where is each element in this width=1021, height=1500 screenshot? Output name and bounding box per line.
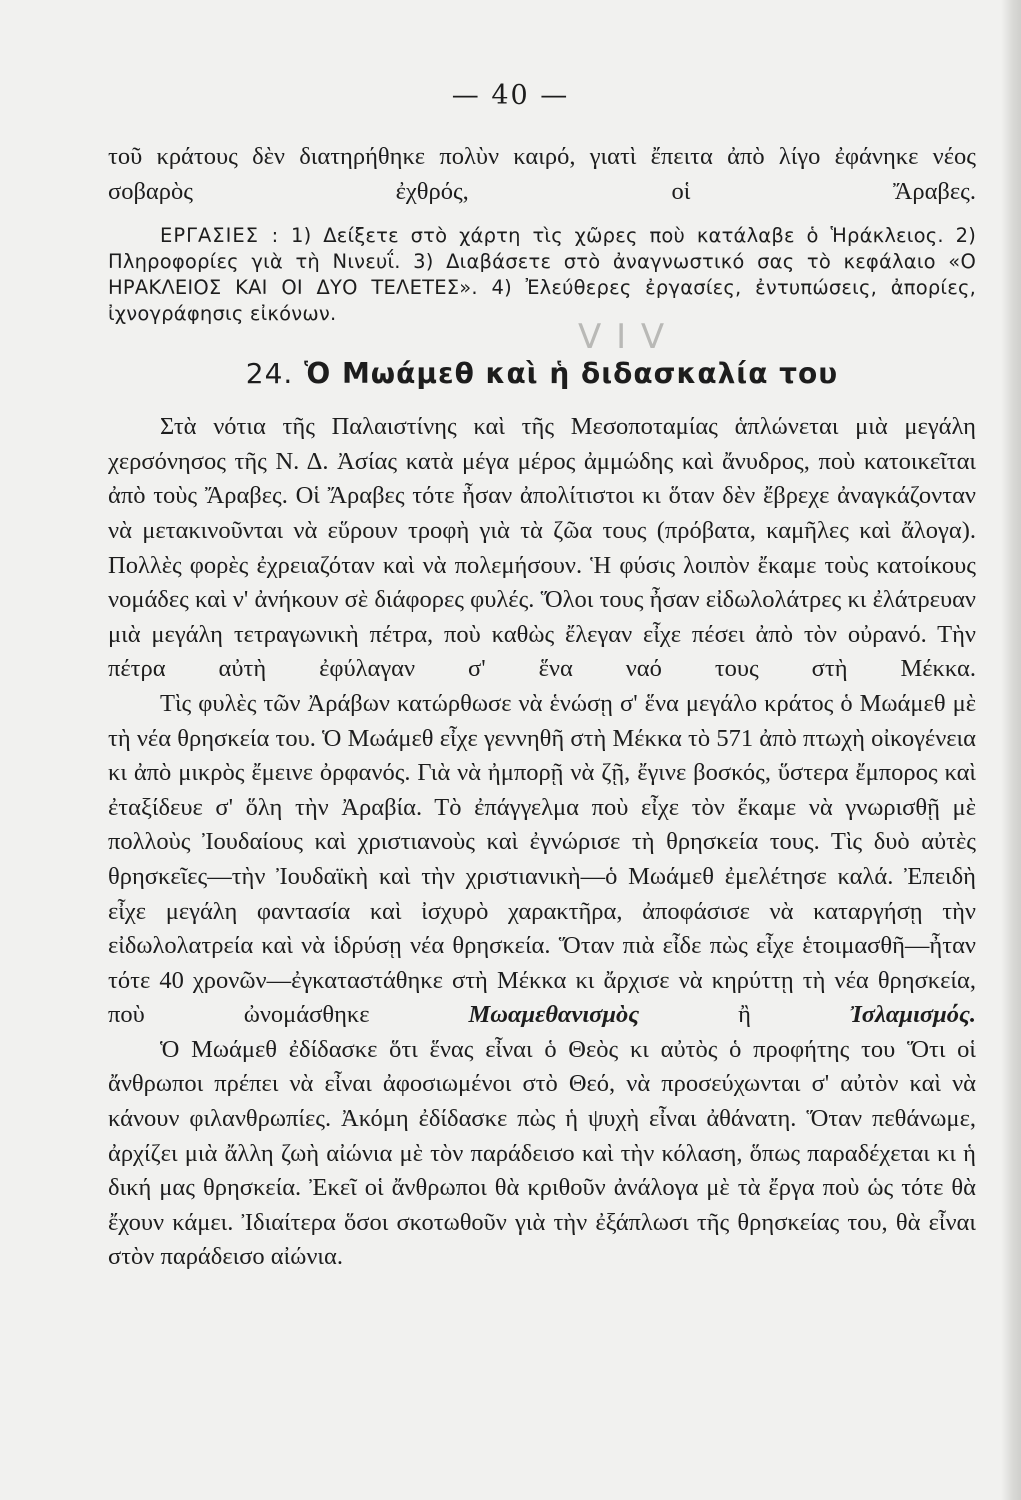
paragraph-mohammed-life — [108, 687, 976, 1033]
section-title: Ὁ Μωάμεθ καὶ ἡ διδασκαλία του — [304, 357, 839, 391]
term-mohammedanism: Μωαμεθανισμὸς — [468, 1001, 640, 1029]
paragraph-arabs: Στὰ νότια τῆς Παλαιστίνης καὶ τῆς Μεσοποταμίας ἁπλώνεται μιὰ μεγάλη χερσόνησος τῆς Ν. Δ. Ἀσίας κατὰ μέγα μέρος ἀμμώδης καὶ ἄνυδρος, ποὺ κατοικεῖται ἀπὸ τοὺς Ἄραβες. Οἱ Ἄραβες τότε ἦσαν ἀπολίτιστοι κι ὅταν δὲν ἔβρεχε ἀναγκάζονταν νὰ μετακινοῦνται νὰ εὕρουν τροφὴ γιὰ τὰ ζῶα τους (πρόβατα, καμῆλες καὶ ἄλογα). Πολλὲς φορὲς ἐχρειαζόταν καὶ νὰ πολεμήσουν. Ἡ φύσις λοιπὸν ἔκαμε τοὺς κατοίκους νομάδες καὶ ν' ἀνήκουν σὲ διάφορες φυλές. Ὅλοι τους ἦσαν εἰδωλολάτρες κι ἐλάτρευαν μιὰ μεγάλη τετραγωνικὴ πέτρα, ποὺ καθὼς ἔλεγαν εἶχε πέσει ἀπὸ τὸν οὐρανό. Τὴν πέτρα αὐτὴ ἐφύλαγαν σ' ἕνα ναό τους στὴ Μέκκα. — [108, 413, 976, 683]
page-number: — 40 — — [451, 80, 570, 111]
intro-paragraph: τοῦ κράτους δὲν διατηρήθηκε πολὺν καιρό, γιατὶ ἔπειτα ἀπὸ λίγο ἐφάνηκε νέος σοβαρὸς ἐχθρός, οἱ Ἄραβες. — [108, 143, 976, 205]
paragraph-mohammed-life-text: Τὶς φυλὲς τῶν Ἀράβων κατώρθωσε νὰ ἑνώσῃ σ' ἕνα μεγάλο κράτος ὁ Μωάμεθ μὲ τὴ νέα θρησκεία του. Ὁ Μωάμεθ εἶχε γεννηθῆ στὴ Μέκκα τὸ 571 ἀπὸ πτωχὴ οἰκογένεια κι ἀπὸ μικρὸς ἔμεινε ὀρφανός. Γιὰ νὰ ἠμπορῇ νὰ ζῇ, ἔγινε βοσκός, ὕστερα ἔμπορος καὶ ἐταξίδευε σ' ὅλη τὴν Ἀραβία. Τὸ ἐπάγγελμα ποὺ εἶχε τὸν ἔκαμε νὰ γνωρισθῇ μὲ πολλοὺς Ἰουδαίους καὶ χριστιανοὺς καὶ ἐγνώρισε τὴ θρησκεία τους. Τὶς δυὸ αὐτὲς θρησκεῖες—τὴν Ἰουδαϊκὴ καὶ τὴν χριστιανικὴ—ὁ Μωάμεθ ἐμελέτησε καλά. Ἐπειδὴ εἶχε μεγάλη φαντασία καὶ ἰσχυρὸ χαρακτῆρα, ἀποφάσισε νὰ καταργήσῃ τὴν εἰδωλολατρεία καὶ νὰ ἱδρύσῃ νέα θρησκεία. Ὅταν πιὰ εἶδε πὼς εἶχε ἑτοιμασθῆ—ἦταν τότε 40 χρονῶν—ἐγκαταστάθηκε στὴ Μέκκα κι ἄρχισε νὰ κηρύττῃ τὴ νέα θρησκεία, ποὺ ὠνομάσθηκε — [108, 689, 976, 1029]
exercises-block — [108, 223, 976, 327]
handwritten-mark: V I V — [578, 317, 667, 358]
page-edge-shadow — [1001, 0, 1021, 1500]
exercises-label: ΕΡΓΑΣΙΕΣ : — [160, 224, 280, 248]
section-heading — [108, 317, 976, 391]
term-islamism: Ἰσλαμισμός. — [849, 1001, 976, 1029]
section-number: 24. — [245, 357, 294, 391]
conjunction-or: ἢ — [639, 1001, 850, 1029]
exercises-text: 1) Δείξετε στὸ χάρτη τὶς χῶρες ποὺ κατάλαβε ὁ Ἡράκλειος. 2) Πληροφορίες γιὰ τὴ Νινευΐ. 3) Διαβάσετε στὸ ἀναγνωστικό σας τὸ κεφάλαιο «Ο ΗΡΑΚΛΕΙΟΣ ΚΑΙ ΟΙ ΔΥΟ ΤΕΛΕΤΕΣ». 4) Ἐλεύθερες ἐργασίες, ἐντυπώσεις, ἀπορίες, ἰχνογράφησις εἰκόνων. — [108, 224, 977, 326]
page-content — [108, 140, 976, 1275]
paragraph-teachings: Ὁ Μωάμεθ ἐδίδασκε ὅτι ἕνας εἶναι ὁ Θεὸς κι αὐτὸς ὁ προφήτης του Ὅτι οἱ ἄνθρωποι πρέπει νὰ εἶναι ἀφοσιωμένοι στὸ Θεό, νὰ προσεύχωνται σ' αὐτὸν καὶ νὰ κάνουν φιλανθρωπίες. Ἀκόμη ἐδίδασκε πὼς ἡ ψυχὴ εἶναι ἀθάνατη. Ὅταν πεθάνωμε, ἀρχίζει μιὰ ἄλλη ζωὴ αἰώνια μὲ τὸν παράδεισο καὶ τὴν κόλαση, ὅπως παραδέχεται κι ἡ δική μας θρησκεία. Ἐκεῖ οἱ ἄνθρωποι θὰ κριθοῦν ἀνάλογα μὲ τὰ ἔργα ποὺ ὡς τότε θὰ ἔχουν κάμει. Ἰδιαίτερα ὅσοι σκοτωθοῦν γιὰ τὴν ἐξάπλωσι τῆς θρησκείας του, θὰ εἶναι στὸν παράδεισο αἰώνια. — [108, 1035, 976, 1271]
